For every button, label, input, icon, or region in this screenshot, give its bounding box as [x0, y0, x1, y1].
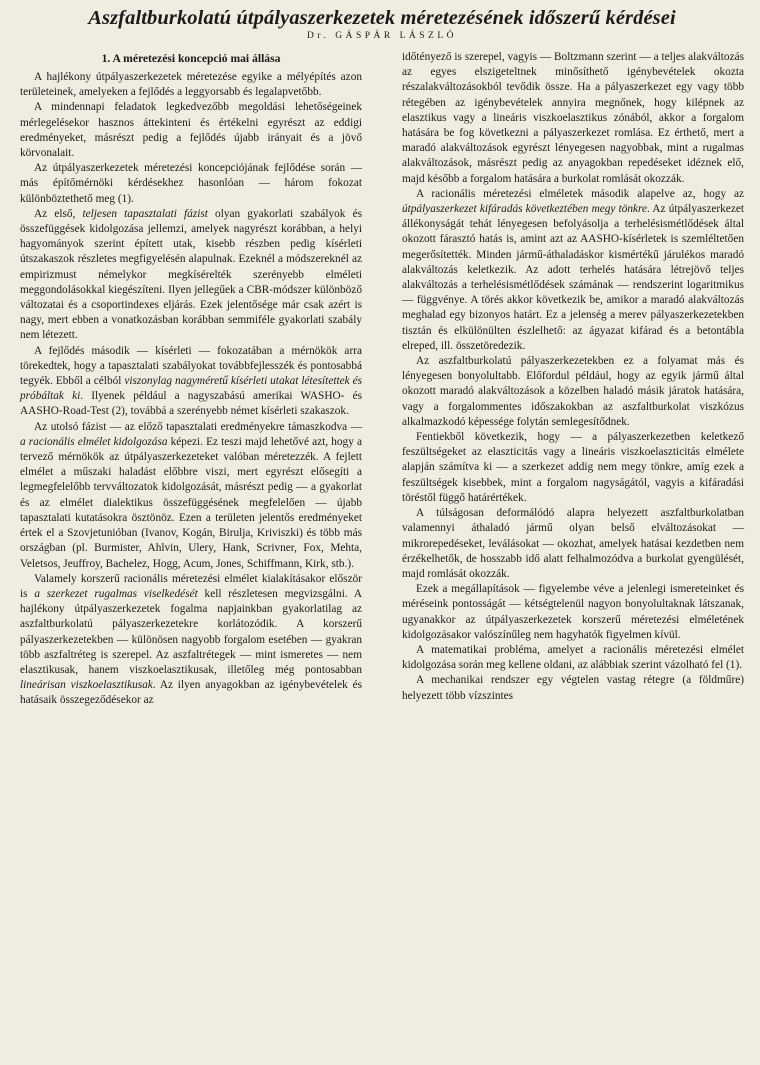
emphasis: teljesen tapasztalati fázist	[82, 207, 208, 220]
right-column	[402, 50, 744, 709]
paragraph: időtényező is szerepel, vagyis — Boltzmann szerint — a teljes alakváltozás az egyes elszigeteltnek minősíthető igénybevételek okozta részalakváltozásokból tevődik össze. Ha a pályaszerkezet egy vagy több rétegében az igénybevételek annyira megnőnek, hogy kilépnek az elasztikus vagy a lineáris viszkoelasztikus zónából, akkor a forgalom hatására be fog következni a pályaszerkezet romlása. Ez érthető, mert a maradó alakváltozások egyrészt lényegesen nagyobbak, mint a rugalmas alakváltozások, másrészt pedig az anyagokban repedéseket idéznek elő, majd később a forgalom hatására a burkolat romlását okozzák.	[402, 51, 744, 185]
paragraph: A racionális méretezési elméletek második alapelve az, hogy az útpályaszerkezet kifáradás következtében megy tönkre. Az útpályaszerkezet állékonyságát tehát lényegesen befolyásolja a terhelésismétlődések által okozott fárasztó hatás is, amint azt az AASHO-kísérletek is szemléltetően megerősítették. Minden jármű-áthaladáskor kismértékű járulékos maradó alakváltozás keletkezik. Az adott terhelés hatására létrejövő teljes alakváltozás a terhelésismétlődések számának — rendszerint logaritmikus — függvénye. A törés akkor következik be, amikor a maradó alakváltozás meghalad egy bizonyos határt. Ez a jelenség a merev pályaszerkezetekben tisztán és elkülönülten észlelhető: az ágyazat kifárad és a betontábla elreped, ill. összetöredezik.	[402, 187, 744, 352]
article-body	[20, 50, 744, 709]
paragraph: Fentiekből következik, hogy — a pályaszerkezetben keletkező feszültségeket az elaszticitás vagy a lineáris viszkoelaszticitás elmélete alapján számítva ki — a szerkezet addig nem megy tönkre, amíg ezek a feszültségek kisebbek, mint a forgalom nagyságától, vagyis a kifáradási töréstől függő határértékek.	[402, 431, 744, 504]
paragraph: Valamely korszerű racionális méretezési elmélet kialakításakor először is a szerkezet rugalmas viselkedését kell részletesen megvizsgálni. A hajlékony útpályaszerkezetek fogalma napjainkban gyakorlatilag az aszfaltburkolatú pályaszerkezetekre korlátozódik. A korszerű pályaszerkezetekben — különösen nagyobb forgalom esetében — gyakran több aszfaltréteg is szerepel. Az aszfaltrétegek — mint ismeretes — nem elasztikusak, hanem viszkoelasztikusak, illetőleg még pontosabban lineárisan viszkoelasztikusak. Az ilyen anyagokban az igénybevételek és hatásaik összegeződésekor az	[20, 572, 362, 707]
paragraph: A hajlékony útpályaszerkezetek méretezése egyike a mélyépítés azon területeinek, amelyeken a fejlődés a leggyorsabb és legalapvetőbb.	[20, 71, 362, 99]
paragraph: A túlságosan deformálódó alapra helyezett aszfaltburkolatban valamennyi áthaladó jármű olyan belső elváltozásokat — mikrorepedéseket, leválásokat — okozhat, amelyek hatásai kezdetben nem érzékelhetők, de hosszabb idő alatt felhalmozódva a burkolat gyengülését, majd romlását okozzák.	[402, 507, 744, 580]
section-heading: 1. A méretezési koncepció mai állása	[101, 52, 281, 65]
emphasis: útpályaszerkezet kifáradás következtében megy tönkre	[402, 203, 648, 216]
article-author: Dr. GÁSPÁR LÁSZLÓ	[306, 31, 458, 41]
emphasis: a szerkezet rugalmas viselkedését	[34, 587, 198, 600]
paragraph: A fejlődés második — kísérleti — fokozatában a mérnökök arra törekedtek, hogy a tapasztalati szabályokat továbbfejlesszék és pontosabbá tegyék. Ebből a célból viszonylag nagyméretű kísérleti utakat létesítettek és próbáltak ki. Ilyenek például a nagyszabású amerikai WASHO- és AASHO-Road-Test (2), továbbá a szerényebb német kísérleti szakaszok.	[20, 344, 362, 418]
paragraph: A mindennapi feladatok legkedvezőbb megoldási lehetőségeinek mérlegelésekor hasznos áttekinteni és értékelni egyrészt az eddigi eredményeket, másrészt pedig a fejlődés újabb irányait és a jövő körvonalait.	[20, 101, 362, 160]
left-column	[20, 50, 362, 709]
paragraph: Az első, teljesen tapasztalati fázist olyan gyakorlati szabályok és összefüggések kidolgozása jellemzi, amelyek nagyrészt korábban, a helyi hagyományok szerint épített utak, kisebb részben pedig kísérleti útszakaszok részletes megfigyelésén alapulnak. Ezeknél a módszereknél az empirizmust némelykor megkísérelték szerényebb elméleti meggondolásokkal kiegészíteni. Ilyen jellegűek a CBR-módszer különböző változatai és a csoportindexes eljárás. Ezek jelentősége már csak azért is nagy, mert ebben a vonatkozásban korábban semmiféle gyakorlati szabály nem létezett.	[20, 207, 362, 342]
article-title: Aszfaltburkolatú útpályaszerkezetek méretezésének időszerű kérdései	[88, 7, 676, 29]
emphasis: viszonylag nagyméretű kísérleti utakat létesítettek és próbáltak ki	[20, 375, 362, 403]
paragraph: Ezek a megállapítások — figyelembe véve a jelenlegi ismereteinket és méréseink pontosságát — kétségtelenül nagyon bonyolultaknak látszanak, ugyanakkor az útpályaszerkezetek korszerű méretezési elméletének kidolgozásakor valószínűleg nem hagyhatók figyelmen kívül.	[402, 583, 744, 641]
paragraph: Az útpályaszerkezetek méretezési koncepciójának fejlődése során — más építőmérnöki kérdésekhez hasonlóan — három fokozat különböztethető meg (1).	[20, 162, 362, 205]
paragraph: A matematikai probléma, amelyet a racionális méretezési elmélet kidolgozása során meg kellene oldani, az alábbiak szerint vázolható fel (1).	[402, 643, 744, 672]
paragraph: Az aszfaltburkolatú pályaszerkezetekben ez a folyamat más és lényegesen bonyolultabb. Előfordul például, hogy az egyik jármű által okozott maradó alakváltozások a közelben haladó másik járatok hatására, vagy a forgalommentes időszakokban az aszfaltburkolat viszkózus alkalmazkodó képessége folytán semlegesítődnek.	[402, 355, 744, 428]
paragraph: A mechanikai rendszer egy végtelen vastag rétegre (a földműre) helyezett több vízszintes	[402, 674, 744, 702]
paragraph: Az utolsó fázist — az előző tapasztalati eredményekre támaszkodva — a racionális elmélet kidolgozása képezi. Ez teszi majd lehetővé azt, hogy a tervező mérnökök az útpályaszerkezeteket valóban méretezzék. A fejlett elmélet a műszaki haladást előbbre viszi, mert egyrészt elősegíti a legmegfelelőbb tervváltozatok kidolgozását, másrészt pedig — a gyakorlat és az elmélet dialektikus összefüggésének megfelelően — újabb tapasztalati kutatásokra ösztönöz. Ezen a területen jelentős eredményeket értek el a Szovjetunióban (Ivanov, Kogán, Birulja, Kriviszki) és több más országban (pl. Burmister, Ahlvin, Ulery, Hank, Scrivner, Fox, Mehta, Veletsos, Jeuffroy, Bachelez, Hogg, Acum, Jones, Schiffmann, Kirk, stb.).	[20, 420, 362, 570]
emphasis: a racionális elmélet kidolgozása	[20, 435, 168, 448]
emphasis: lineárisan viszkoelasztikusak	[20, 679, 153, 692]
